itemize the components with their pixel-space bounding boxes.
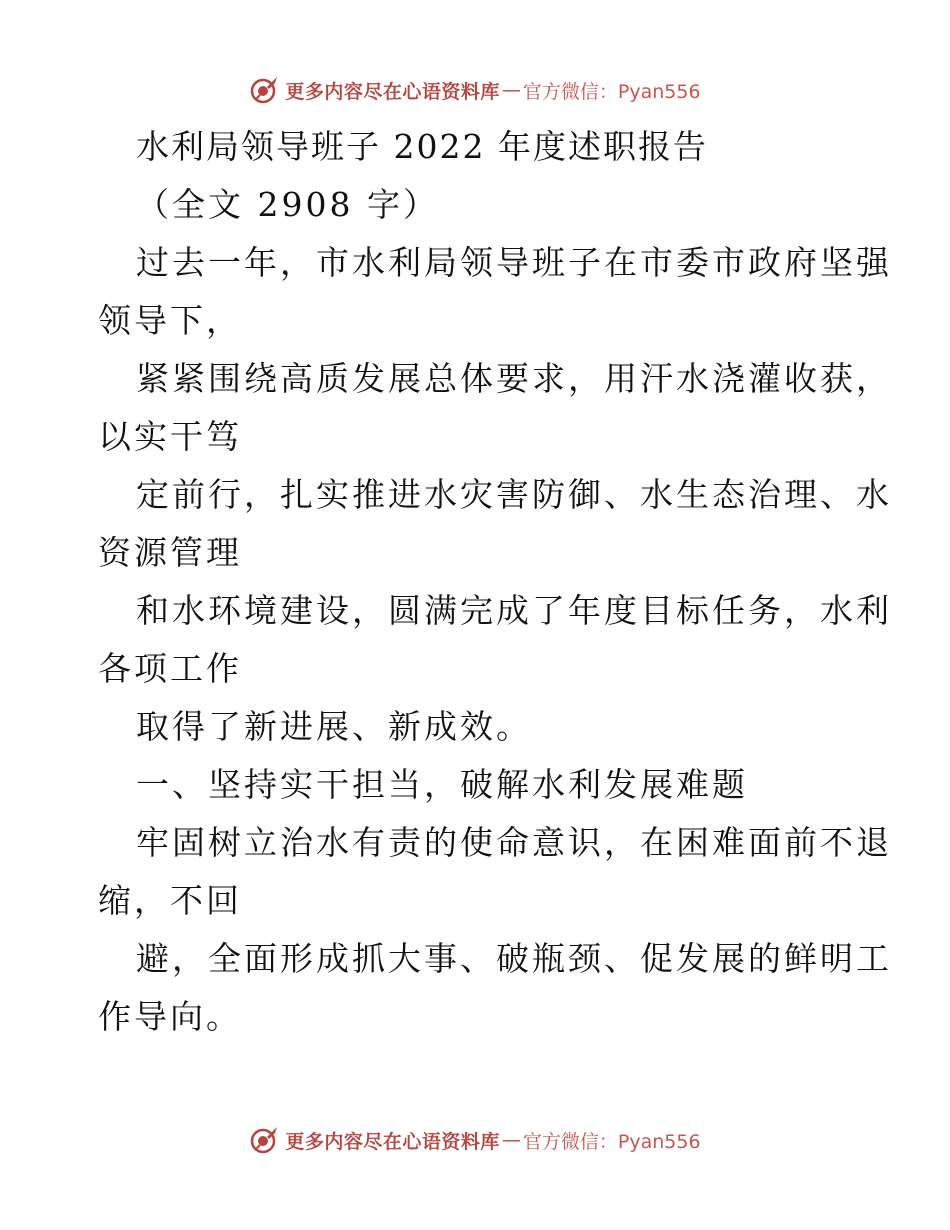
watermark-separator: — <box>501 79 521 101</box>
text-line: 各项工作 <box>98 649 242 688</box>
text-line: 牢固树立治水有责的使命意识，在困难面前不退 <box>136 823 892 862</box>
footer-watermark <box>0 1120 950 1160</box>
quill-pen-seal-icon <box>249 1125 279 1155</box>
text-line: 和水环境建设，圆满完成了年度目标任务，水利 <box>136 591 892 630</box>
watermark-wechat: 官方微信：Pyan556 <box>522 80 701 103</box>
text-line: 紧紧围绕高质发展总体要求，用汗水浇灌收获， <box>136 359 892 398</box>
text-line: 取得了新进展、新成效。 <box>136 707 532 746</box>
text-line: 避，全面形成抓大事、破瓶颈、促发展的鲜明工 <box>136 939 892 978</box>
text-line: 缩，不回 <box>98 881 242 920</box>
header-watermark <box>0 70 950 110</box>
text-line: 领导下， <box>98 301 242 340</box>
text-line: 资源管理 <box>98 533 242 572</box>
watermark-text: 更多内容尽在心语资料库 <box>285 80 500 103</box>
text-line: 过去一年，市水利局领导班子在市委市政府坚强 <box>136 243 892 282</box>
word-count: （全文 2908 字） <box>136 185 439 224</box>
document-title: 水利局领导班子 2022 年度述职报告 <box>136 127 708 166</box>
document-body <box>98 118 892 1046</box>
quill-pen-seal-icon <box>249 75 279 105</box>
watermark-separator: — <box>501 1129 521 1151</box>
watermark-text: 更多内容尽在心语资料库 <box>285 1130 500 1153</box>
watermark-wechat: 官方微信：Pyan556 <box>522 1130 701 1153</box>
text-line: 以实干笃 <box>98 417 242 456</box>
text-line: 定前行，扎实推进水灾害防御、水生态治理、水 <box>136 475 892 514</box>
text-line: 作导向。 <box>98 997 242 1036</box>
text-line: 一、坚持实干担当，破解水利发展难题 <box>136 765 748 804</box>
